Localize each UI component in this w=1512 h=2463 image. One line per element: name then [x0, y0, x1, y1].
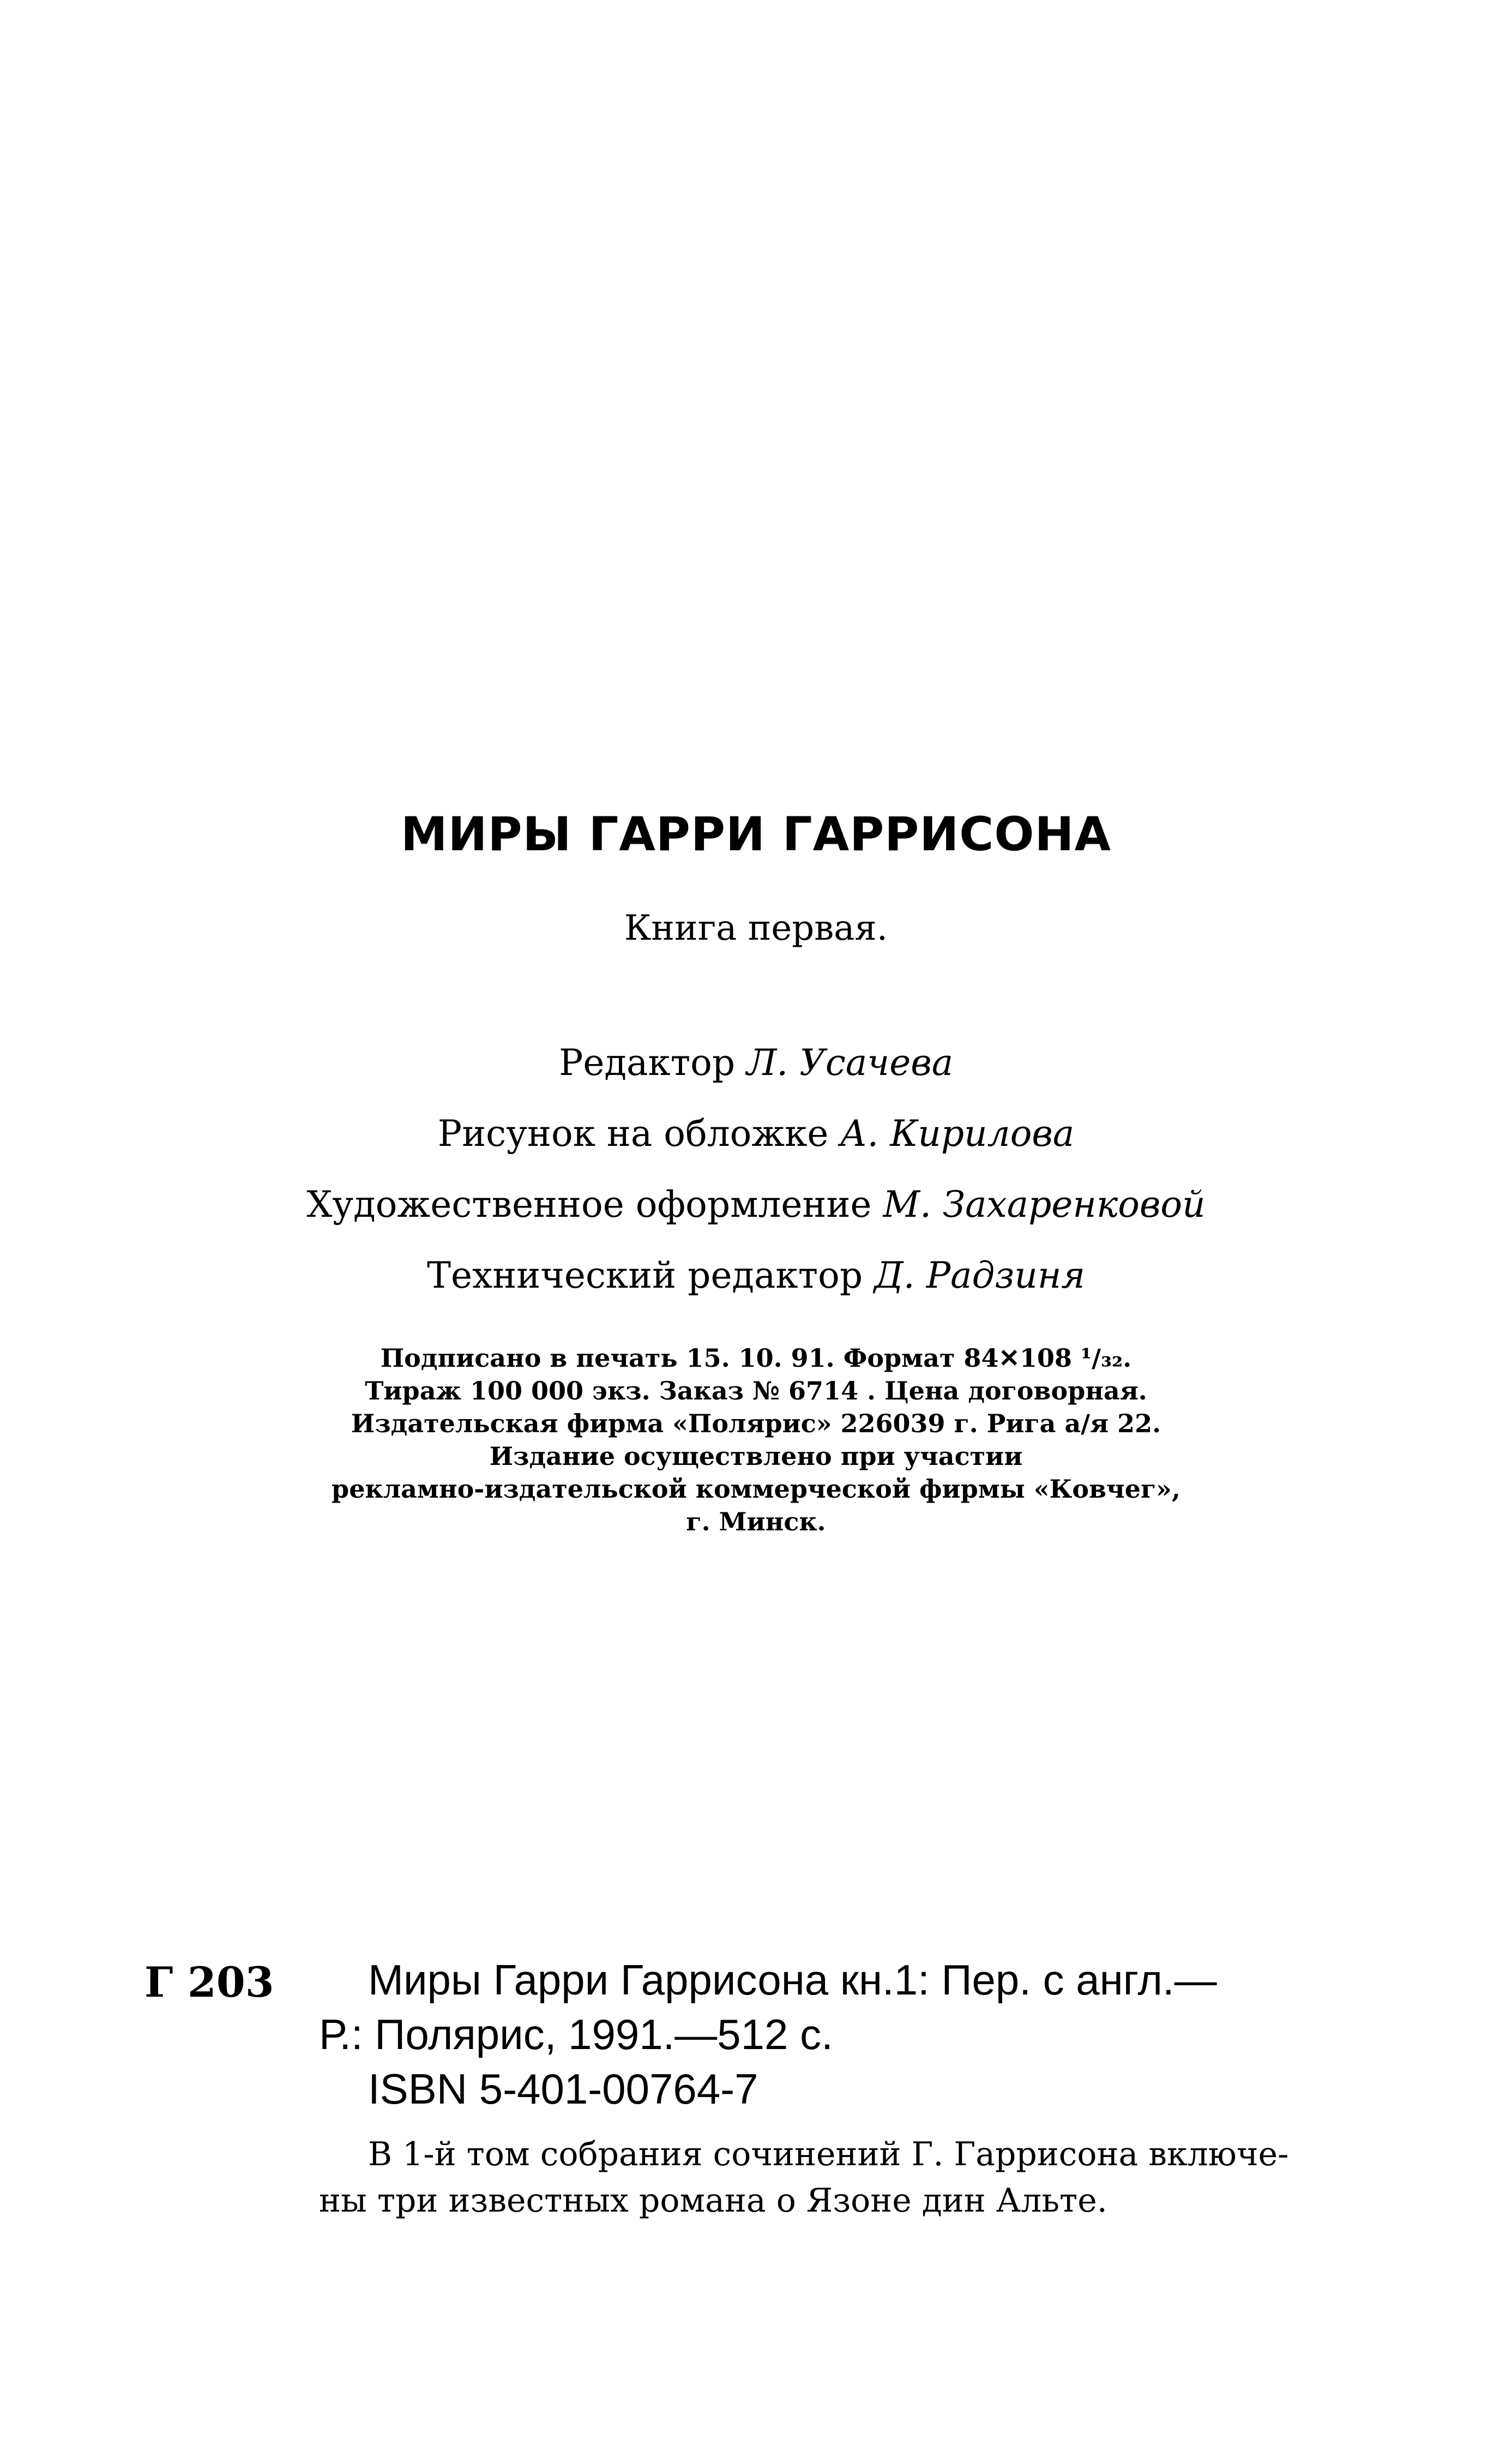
imprint-line: Издание осуществлено при участии: [489, 1441, 1023, 1471]
catalog-code: Г 203: [144, 1958, 274, 2007]
credit-role: Технический редактор: [426, 1254, 863, 1296]
credit-technical-editor: [0, 1254, 1512, 1296]
annotation-line: В 1-й том собрания сочинений Г. Гаррисона включе-: [368, 2135, 1289, 2173]
imprint-line: г. Минск.: [686, 1507, 826, 1536]
catalog-line: Миры Гарри Гаррисона кн.1: Пер. с англ.—: [368, 1956, 1217, 2004]
imprint-line: Издательская фирма «Полярис» 226039 г. Рига а/я 22.: [351, 1409, 1161, 1438]
credit-name: М. Захаренковой: [883, 1184, 1206, 1226]
book-subtitle: Книга первая.: [624, 908, 888, 948]
book-title: МИРЫ ГАРРИ ГАРРИСОНА: [400, 807, 1112, 862]
imprint-line: Тираж 100 000 экз. Заказ № 6714 . Цена договорная.: [365, 1376, 1147, 1405]
credit-name: Л. Усачева: [746, 1042, 954, 1084]
credit-role: Художественное оформление: [306, 1184, 872, 1226]
credit-cover-art: [0, 1113, 1512, 1155]
credit-editor: [0, 1042, 1512, 1084]
credit-name: Д. Радзиня: [874, 1254, 1086, 1296]
credit-art-design: [0, 1184, 1512, 1226]
credit-role: Редактор: [558, 1042, 736, 1084]
isbn-line: ISBN 5-401-00764-7: [368, 2065, 758, 2113]
catalog-line: Р.: Полярис, 1991.—512 с.: [319, 2010, 833, 2058]
credit-role: Рисунок на обложке: [437, 1113, 829, 1155]
imprint-block: [0, 1342, 1512, 1538]
credit-name: А. Кирилова: [840, 1113, 1075, 1155]
imprint-line: рекламно-издательской коммерческой фирмы «Ковчег»,: [332, 1474, 1180, 1504]
annotation-line: ны три известных романа о Язоне дин Альте.: [319, 2182, 1107, 2220]
imprint-line: Подписано в печать 15. 10. 91. Формат 84✕108 ¹/₃₂.: [380, 1343, 1132, 1373]
